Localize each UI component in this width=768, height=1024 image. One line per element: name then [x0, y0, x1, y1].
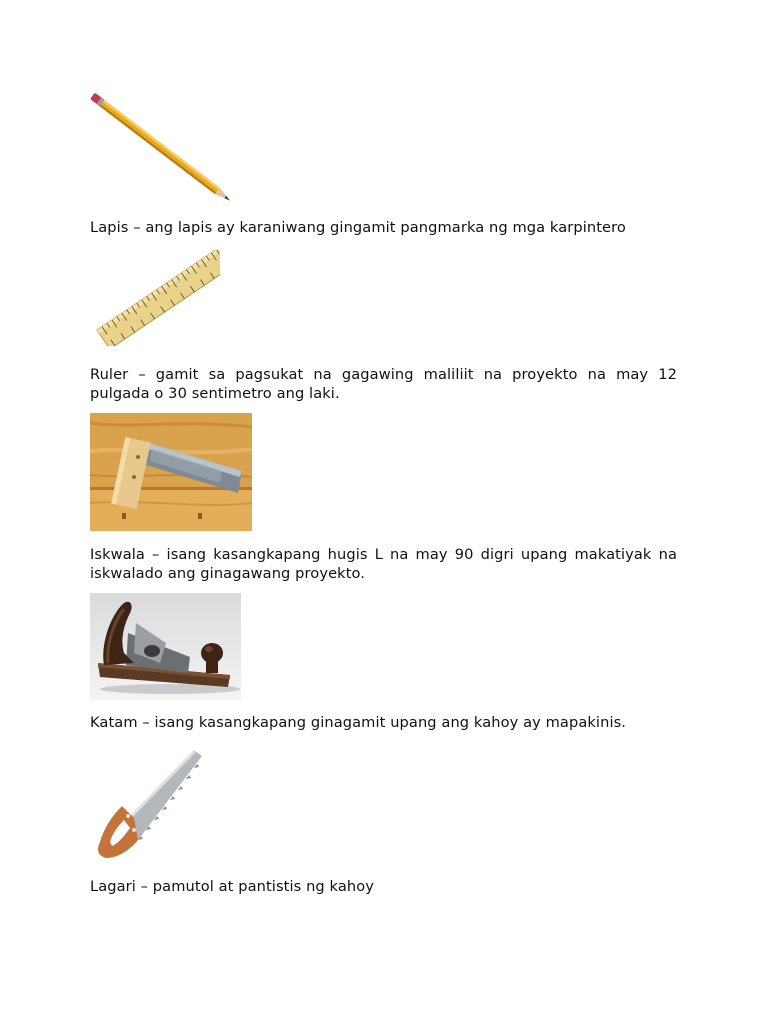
ruler-image [94, 250, 220, 346]
caption-katam: Katam – isang kasangkapang ginagamit upang ang kahoy ay mapakinis. [90, 714, 627, 731]
caption-lagari: Lagari – pamutol at pantistis ng kahoy [90, 878, 374, 895]
caption-iskwala: Iskwala – isang kasangkapang hugis L na may 90 digri upang makatiyak na iskwalado ang ginagawang proyekto. [90, 546, 677, 582]
pencil-image [88, 88, 233, 210]
try-square-image [90, 413, 252, 531]
hand-plane-image [90, 593, 241, 700]
caption-ruler: Ruler – gamit sa pagsukat na gagawing maliliit na proyekto na may 12 pulgada o 30 sentimetro ang laki. [90, 366, 677, 402]
hand-saw-image [94, 746, 206, 864]
caption-lapis: Lapis – ang lapis ay karaniwang gingamit pangmarka ng mga karpintero [90, 219, 626, 236]
